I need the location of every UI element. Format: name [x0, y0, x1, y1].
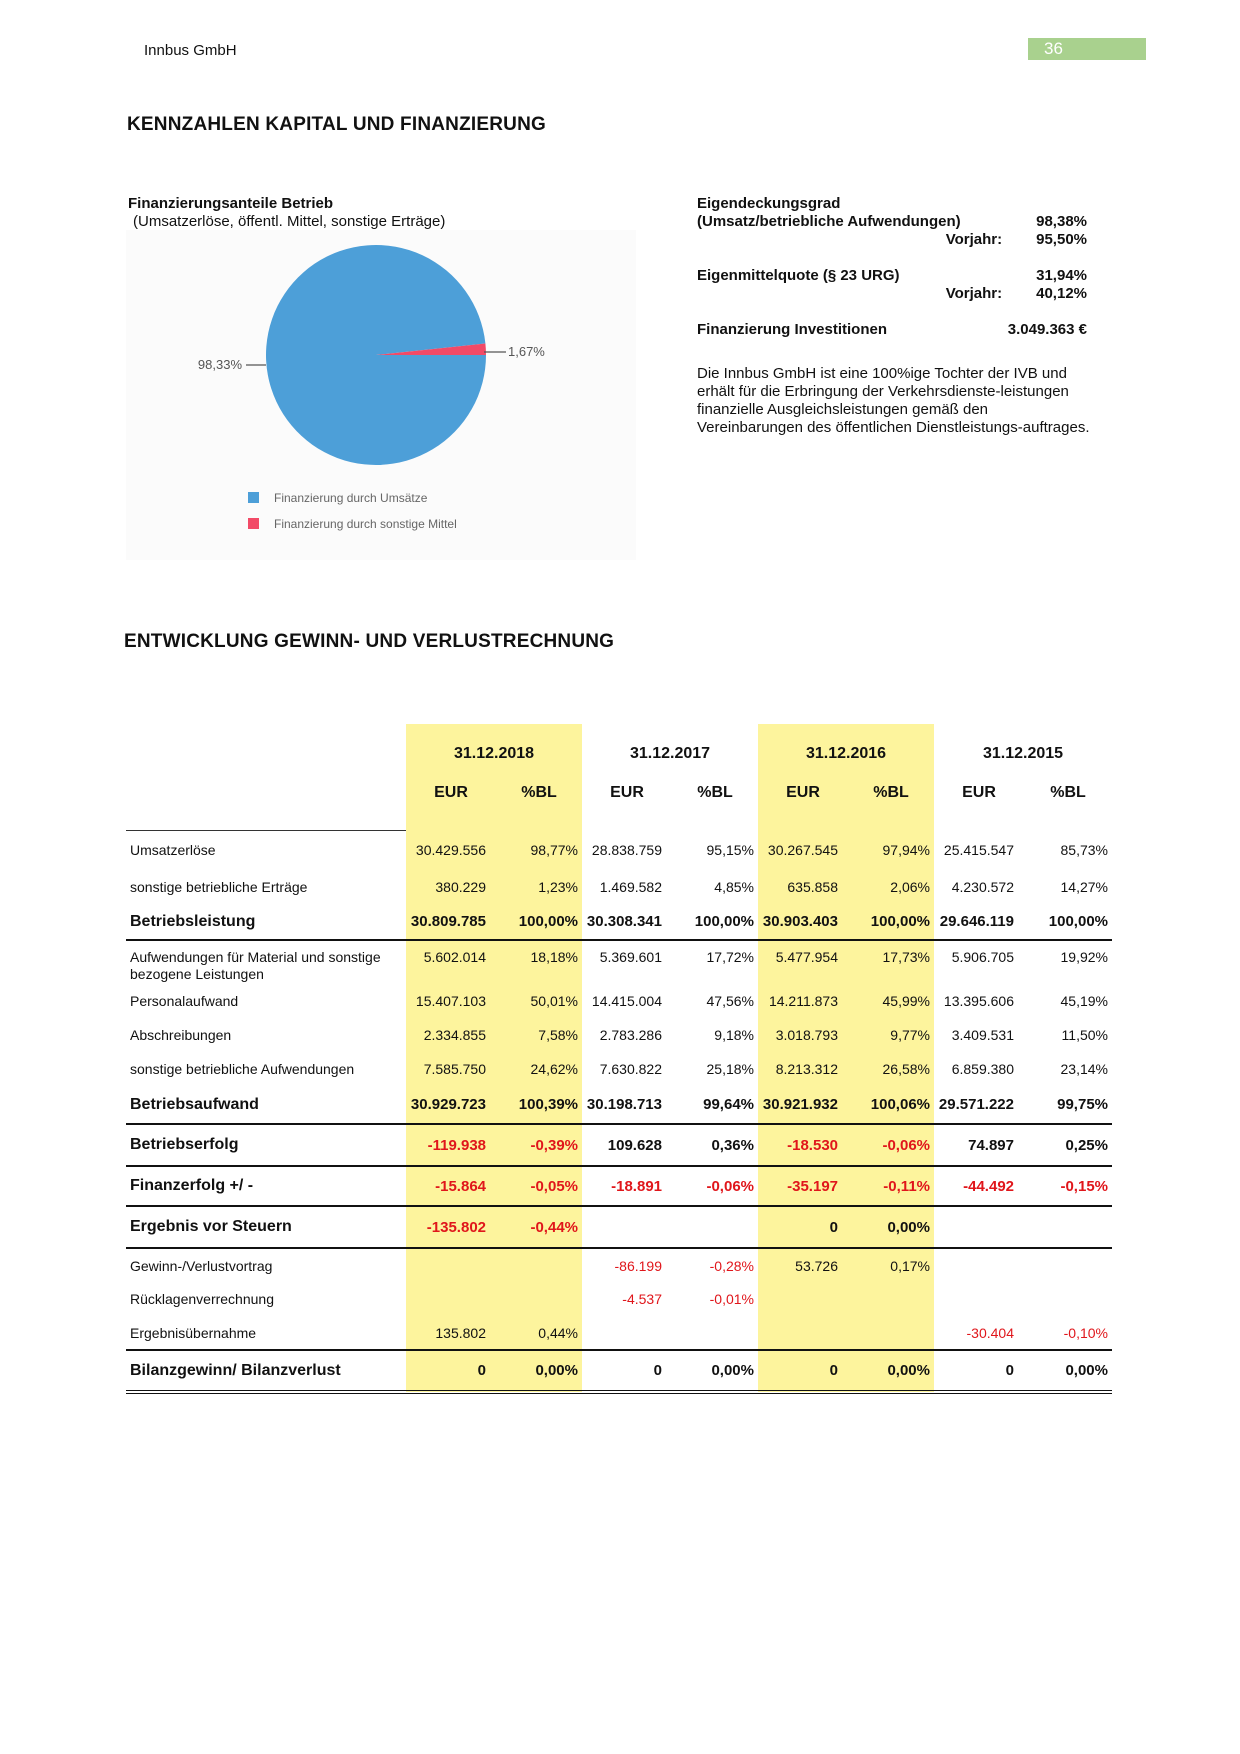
cell-eur: 5.906.705	[934, 940, 1024, 984]
cell-pct: 1,23%	[496, 870, 582, 904]
row-label: Betriebsleistung	[130, 912, 256, 930]
row-label: Ergebnis vor Steuern	[126, 1206, 406, 1248]
cell-eur: 14.415.004	[591, 993, 662, 1009]
row-label: Betriebsaufwand	[130, 1095, 259, 1113]
cell-eur: 30.267.545	[758, 830, 848, 870]
cell-eur: 2.334.855	[406, 1018, 496, 1052]
cell-pct: 0,00%	[672, 1350, 758, 1392]
cell-eur: 380.229	[406, 870, 496, 904]
eigendeckung-vorjahr-value: 95,50%	[1036, 231, 1087, 248]
table-row-betriebserfolg	[126, 1124, 1112, 1166]
cell-pct: 25,18%	[706, 1061, 754, 1077]
cell-eur: 30.929.723	[406, 1086, 496, 1124]
unit-header-row	[126, 784, 1112, 830]
pie-chart-subtitle: (Umsatzerlöse, öffentl. Mittel, sonstige Erträge)	[133, 213, 446, 230]
eigendeckung-label: Eigendeckungsgrad	[697, 195, 841, 212]
cell-eur: 13.395.606	[943, 993, 1014, 1009]
cell-eur: 635.858	[758, 870, 848, 904]
cell-pct: 0,44%	[496, 1316, 582, 1350]
cell-pct: 4,85%	[714, 879, 754, 895]
unit-eur: EUR	[758, 784, 848, 830]
guv-table	[126, 724, 1112, 1394]
eigenmittel-value: 31,94%	[1036, 267, 1087, 284]
cell-eur: -86.199	[582, 1248, 672, 1282]
row-label: Gewinn-/Verlustvortrag	[126, 1248, 406, 1282]
table-row-bilanz	[126, 1350, 1112, 1392]
cell-eur: 0	[758, 1206, 848, 1248]
unit-pct: %BL	[848, 784, 934, 830]
cell-eur	[758, 1282, 848, 1316]
cell-pct	[496, 1282, 582, 1316]
cell-pct: 0,25%	[1024, 1124, 1112, 1166]
cell-pct: 95,15%	[706, 842, 754, 858]
pie-data-label-sonstige: 1,67%	[508, 344, 545, 359]
cell-eur: -135.802	[406, 1206, 496, 1248]
cell-eur: -18.530	[758, 1124, 848, 1166]
row-label-line: bezogene Leistungen	[130, 966, 264, 982]
cell-pct: 19,92%	[1024, 940, 1112, 984]
pie-chart-svg	[126, 230, 636, 560]
year-2017: 31.12.2017	[629, 745, 711, 762]
cell-eur	[934, 1248, 1024, 1282]
cell-pct: 50,01%	[496, 984, 582, 1018]
cell-pct: 99,75%	[1057, 1096, 1108, 1113]
cell-eur: 2.783.286	[599, 1027, 662, 1043]
cell-pct: 100,06%	[848, 1086, 934, 1124]
row-label: Ergebnisübernahme	[130, 1324, 257, 1341]
row-label: Finanzerfolg +/ -	[126, 1166, 406, 1206]
page-number: 36	[1028, 38, 1146, 60]
row-label: Abschreibungen	[130, 1027, 232, 1043]
cell-eur: 7.585.750	[406, 1052, 496, 1086]
cell-pct: -0,10%	[1063, 1324, 1108, 1341]
cell-pct: 2,06%	[848, 870, 934, 904]
cell-pct: 100,00%	[848, 904, 934, 940]
row-label: Umsatzerlöse	[130, 842, 216, 859]
cell-eur: 4.230.572	[951, 879, 1014, 895]
row-label: Personalaufwand	[130, 993, 239, 1009]
cell-pct: 26,58%	[848, 1052, 934, 1086]
cell-eur: 53.726	[758, 1248, 848, 1282]
cell-pct: -0,44%	[496, 1206, 582, 1248]
row-label: Bilanzgewinn/ Bilanzverlust	[126, 1350, 406, 1392]
row-label: sonstige betriebliche Aufwendungen	[130, 1061, 355, 1077]
table-row-material_1	[126, 940, 1112, 984]
cell-pct	[1024, 1248, 1112, 1282]
cell-pct: 97,94%	[848, 830, 934, 870]
legend-swatch	[248, 518, 259, 529]
table-row-uebernahme	[126, 1316, 1112, 1350]
year-2016: 31.12.2016	[758, 724, 934, 784]
cell-pct	[496, 1248, 582, 1282]
unit-pct: %BL	[1050, 784, 1086, 801]
table-row-sonst_aufw	[126, 1052, 1112, 1086]
cell-eur: 14.211.873	[758, 984, 848, 1018]
table-row-betriebsleistung	[126, 904, 1112, 940]
cell-pct: 100,00%	[694, 913, 754, 930]
eigenmittel-vorjahr-label: Vorjahr:	[945, 285, 1003, 302]
cell-eur: 15.407.103	[406, 984, 496, 1018]
cell-eur: 6.859.380	[951, 1061, 1014, 1077]
cell-pct: 0,00%	[848, 1350, 934, 1392]
table-row-finanzerfolg	[126, 1166, 1112, 1206]
cell-eur: 1.469.582	[599, 879, 662, 895]
cell-eur: 0	[406, 1350, 496, 1392]
company-description: Die Innbus GmbH ist eine 100%ige Tochter der IVB und erhält für die Erbringung der Verkehrsdienste-leistungen finanzielle Ausgleichsleistungen gemäß den Vereinbarungen des öffentlichen Dienstleistungs-auftrages.	[697, 365, 1090, 436]
cell-pct	[1024, 1206, 1112, 1248]
cell-pct: 23,14%	[1060, 1061, 1108, 1077]
row-label: sonstige betriebliche Erträge	[130, 879, 308, 895]
cell-pct	[848, 1282, 934, 1316]
cell-pct: 45,99%	[848, 984, 934, 1018]
cell-pct: -0,01%	[709, 1291, 754, 1307]
pie-chart	[126, 230, 636, 560]
cell-eur: 29.646.119	[939, 913, 1014, 930]
cell-pct	[1024, 1282, 1112, 1316]
cell-eur	[934, 1206, 1024, 1248]
cell-eur	[934, 1282, 1024, 1316]
cell-eur	[406, 1248, 496, 1282]
cell-pct: -0,06%	[848, 1124, 934, 1166]
cell-eur: 0	[582, 1350, 672, 1392]
cell-pct: 0,17%	[848, 1248, 934, 1282]
cell-eur: 30.809.785	[406, 904, 496, 940]
cell-eur: -18.891	[582, 1166, 672, 1206]
company-name: Innbus GmbH	[144, 42, 237, 59]
eigenmittel-label: Eigenmittelquote (§ 23 URG)	[697, 267, 900, 284]
cell-pct: 11,50%	[1061, 1027, 1108, 1043]
row-label	[126, 940, 406, 984]
cell-eur: -4.537	[622, 1291, 662, 1307]
unit-pct: %BL	[496, 784, 582, 830]
cell-pct: 14,27%	[1060, 879, 1108, 895]
cell-pct: 100,00%	[1048, 913, 1108, 930]
cell-pct: -0,15%	[1024, 1166, 1112, 1206]
pie-chart-title-block	[128, 195, 445, 231]
table-row-betriebsaufwand	[126, 1086, 1112, 1124]
cell-eur: 29.571.222	[938, 1096, 1014, 1113]
row-label: Rücklagenverrechnung	[130, 1291, 274, 1307]
cell-eur: 30.429.556	[406, 830, 496, 870]
legend-label: Finanzierung durch Umsätze	[274, 491, 428, 505]
cell-pct: 18,18%	[496, 940, 582, 984]
cell-pct: 0,00%	[1024, 1350, 1112, 1392]
cell-pct: -0,05%	[496, 1166, 582, 1206]
cell-pct: 0,00%	[848, 1206, 934, 1248]
cell-eur	[582, 1206, 672, 1248]
cell-pct: 45,19%	[1060, 993, 1108, 1009]
cell-eur: 109.628	[582, 1124, 672, 1166]
row-label-line: Aufwendungen für Material und sonstige	[130, 949, 381, 965]
eigendeckung-sublabel: (Umsatz/betriebliche Aufwendungen)	[697, 213, 961, 230]
kpi-panel	[697, 195, 1090, 437]
cell-pct: 9,18%	[714, 1027, 754, 1043]
table-row-ruecklage	[126, 1282, 1112, 1316]
cell-pct: 17,73%	[848, 940, 934, 984]
unit-eur: EUR	[962, 784, 996, 801]
cell-eur: -30.404	[966, 1324, 1014, 1341]
cell-pct	[672, 1316, 758, 1350]
cell-pct: 47,56%	[706, 993, 754, 1009]
year-header-row	[126, 724, 1112, 784]
cell-eur: -44.492	[934, 1166, 1024, 1206]
cell-eur	[406, 1282, 496, 1316]
table-row-abschreib	[126, 1018, 1112, 1052]
cell-eur	[758, 1316, 848, 1350]
cell-eur: 30.198.713	[586, 1096, 662, 1113]
cell-eur: 7.630.822	[599, 1061, 662, 1077]
cell-eur: -15.864	[406, 1166, 496, 1206]
cell-eur: 30.921.932	[758, 1086, 848, 1124]
cell-pct: 100,00%	[496, 904, 582, 940]
section-title-kennzahlen: KENNZAHLEN KAPITAL UND FINANZIERUNG	[127, 114, 547, 135]
cell-pct: 17,72%	[672, 940, 758, 984]
cell-pct: 85,73%	[1060, 842, 1108, 858]
cell-pct: 0,00%	[496, 1350, 582, 1392]
cell-eur: 135.802	[406, 1316, 496, 1350]
table-row-sonst_ertr	[126, 870, 1112, 904]
eigenmittel-vorjahr-value: 40,12%	[1036, 285, 1087, 302]
cell-eur: 30.903.403	[758, 904, 848, 940]
cell-eur: 0	[758, 1350, 848, 1392]
cell-pct: 9,77%	[848, 1018, 934, 1052]
cell-pct: 0,36%	[672, 1124, 758, 1166]
cell-pct: -0,39%	[496, 1124, 582, 1166]
cell-pct: 98,77%	[496, 830, 582, 870]
legend-label: Finanzierung durch sonstige Mittel	[274, 517, 457, 531]
table-row-umsatz	[126, 830, 1112, 870]
pie-data-label-umsaetze: 98,33%	[197, 357, 242, 372]
cell-eur: 28.838.759	[591, 842, 662, 858]
table-row-personal	[126, 984, 1112, 1018]
cell-pct: 24,62%	[496, 1052, 582, 1086]
investitionen-label: Finanzierung Investitionen	[697, 321, 888, 338]
unit-pct: %BL	[697, 784, 733, 801]
eigendeckung-vorjahr-label: Vorjahr:	[945, 231, 1003, 248]
cell-eur: -35.197	[758, 1166, 848, 1206]
cell-eur: 8.213.312	[758, 1052, 848, 1086]
year-2018: 31.12.2018	[406, 724, 582, 784]
year-2015: 31.12.2015	[982, 745, 1064, 762]
table-row-ergebnis	[126, 1206, 1112, 1248]
cell-eur: 74.897	[934, 1124, 1024, 1166]
cell-eur: -119.938	[406, 1124, 496, 1166]
cell-eur: 5.477.954	[758, 940, 848, 984]
pie-chart-title: Finanzierungsanteile Betrieb	[128, 195, 334, 212]
row-label: Betriebserfolg	[126, 1124, 406, 1166]
unit-eur: EUR	[406, 784, 496, 830]
cell-eur: 5.602.014	[406, 940, 496, 984]
cell-pct: 100,39%	[496, 1086, 582, 1124]
cell-pct: 99,64%	[703, 1096, 754, 1113]
cell-pct: -0,11%	[848, 1166, 934, 1206]
cell-eur: 0	[934, 1350, 1024, 1392]
cell-eur: 30.308.341	[586, 913, 662, 930]
cell-eur	[582, 1316, 672, 1350]
cell-pct: -0,06%	[672, 1166, 758, 1206]
cell-pct	[672, 1206, 758, 1248]
eigendeckung-value: 98,38%	[1036, 213, 1087, 230]
cell-pct: -0,28%	[672, 1248, 758, 1282]
investitionen-value: 3.049.363 €	[1007, 321, 1087, 338]
cell-eur: 3.409.531	[951, 1027, 1014, 1043]
unit-eur: EUR	[610, 784, 644, 801]
cell-eur: 25.415.547	[943, 842, 1014, 858]
cell-eur: 3.018.793	[758, 1018, 848, 1052]
section-title-guv: ENTWICKLUNG GEWINN- UND VERLUSTRECHNUNG	[124, 631, 615, 652]
cell-pct	[848, 1316, 934, 1350]
legend-swatch	[248, 492, 259, 503]
table-row-vortrag	[126, 1248, 1112, 1282]
cell-pct: 7,58%	[496, 1018, 582, 1052]
cell-eur: 5.369.601	[582, 940, 672, 984]
